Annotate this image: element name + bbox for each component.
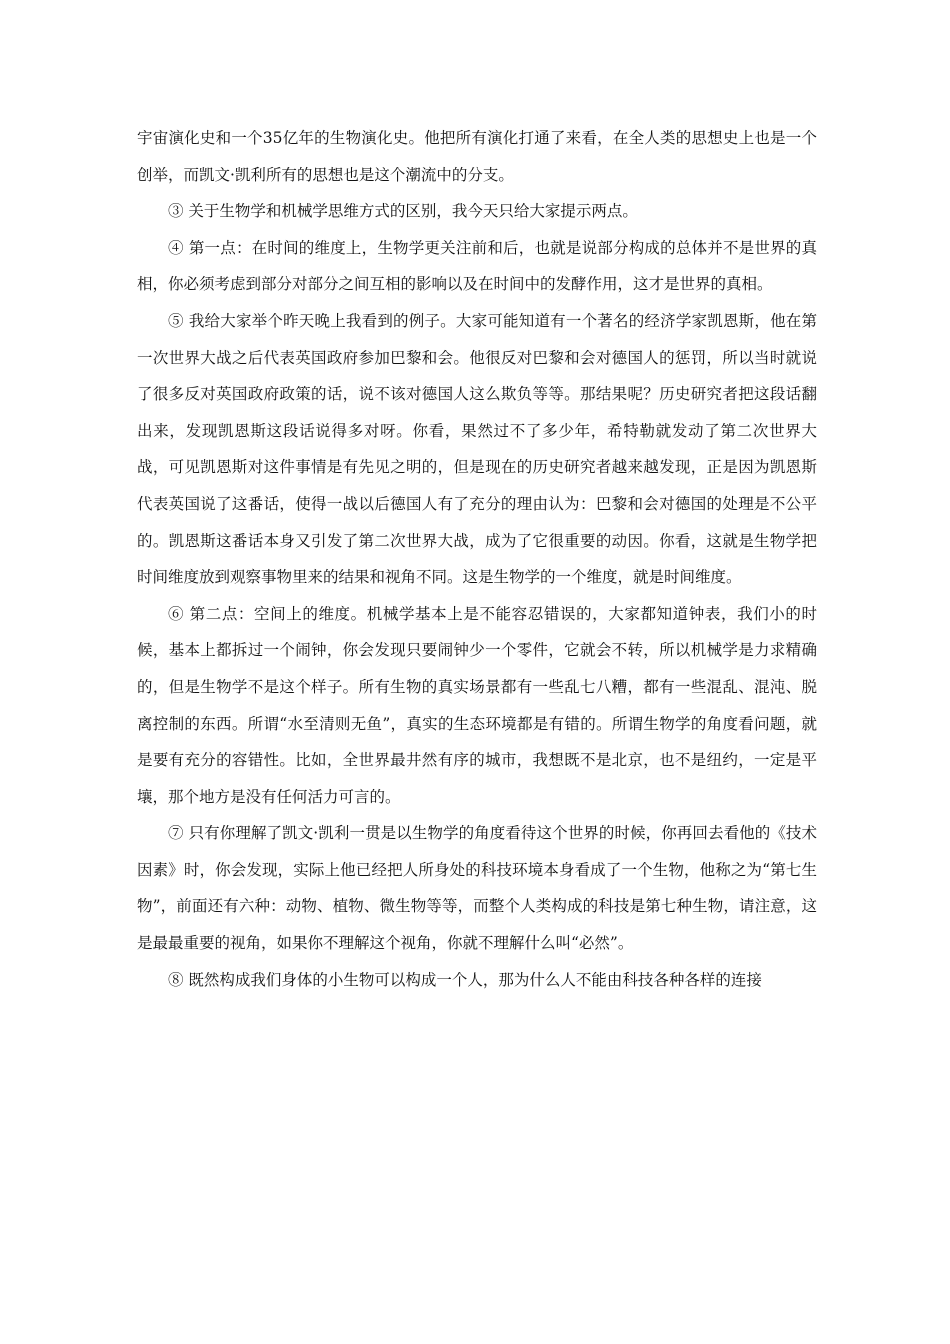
paragraph-7: ⑦ 只有你理解了凯文·凯利一贯是以生物学的角度看待这个世界的时候，你再回去看他的《技术因素》时，你会发现，实际上他已经把人所身处的科技环境本身看成了一个生物，他称之为“第七生物”，前面还有六种：动物、植物、微生物等等，而整个人类构成的科技是第七种生物，请注意，这是最最重要的视角，如果你不理解这个视角，你就不理解什么叫“必然”。 xyxy=(137,824,817,953)
paragraph-5: ⑤ 我给大家举个昨天晚上我看到的例子。大家可能知道有一个著名的经济学家凯恩斯，他在第一次世界大战之后代表英国政府参加巴黎和会。他很反对巴黎和会对德国人的惩罚，所以当时就说了很多反对英国政府政策的话，说不该对德国人这么欺负等等。那结果呢？历史研究者把这段话翻出来，发现凯恩斯这段话说得多对呀。你看，果然过不了多少年，希特勒就发动了第二次世界大战，可见凯恩斯对这件事情是有先见之明的，但是现在的历史研究者越来越发现，正是因为凯恩斯代表英国说了这番话，使得一战以后德国人有了充分的理由认为：巴黎和会对德国的处理是不公平的。凯恩斯这番话本身又引发了第二次世界大战，成为了它很重要的动因。你看，这就是生物学把时间维度放到观察事物里来的结果和视角不同。这是生物学的一个维度，就是时间维度。 xyxy=(137,311,817,587)
paragraph-6: ⑥ 第二点：空间上的维度。机械学基本上是不能容忍错误的，大家都知道钟表，我们小的时候，基本上都拆过一个闹钟，你会发现只要闹钟少一个零件，它就会不转，所以机械学是力求精确的，但是生物学不是这个样子。所有生物的真实场景都有一些乱七八糟，都有一些混乱、混沌、脱离控制的东西。所谓“水至清则无鱼”，真实的生态环境都是有错的。所谓生物学的角度看问题，就是要有充分的容错性。比如，全世界最井然有序的城市，我想既不是北京，也不是纽约，一定是平壤，那个地方是没有任何活力可言的。 xyxy=(137,604,817,806)
document-body xyxy=(137,120,817,998)
paragraph-4: ④ 第一点：在时间的维度上，生物学更关注前和后，也就是说部分构成的总体并不是世界的真相，你必须考虑到部分对部分之间互相的影响以及在时间中的发酵作用，这才是世界的真相。 xyxy=(137,238,817,294)
paragraph-intro-continuation: 宇宙演化史和一个35亿年的生物演化史。他把所有演化打通了来看，在全人类的思想史上也是一个创举，而凯文·凯利所有的思想也是这个潮流中的分支。 xyxy=(137,129,817,184)
paragraph-3: ③ 关于生物学和机械学思维方式的区别，我今天只给大家提示两点。 xyxy=(168,202,638,221)
paragraph-8: ⑧ 既然构成我们身体的小生物可以构成一个人，那为什么人不能由科技各种各样的连接 xyxy=(168,970,762,989)
